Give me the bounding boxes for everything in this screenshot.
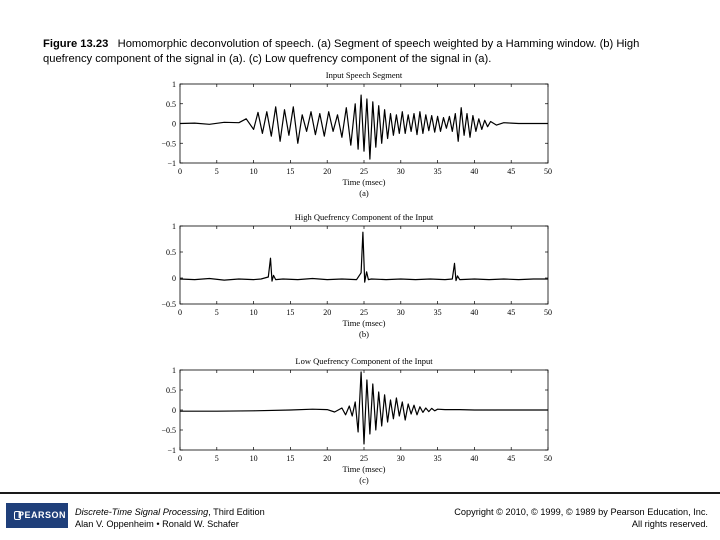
figure-label: Figure 13.23: [43, 38, 109, 50]
plot-1-xtick-label-2: 10: [249, 167, 258, 176]
plot-1-xtick-label-4: 20: [323, 167, 332, 176]
footer-copyright: Copyright © 2010, © 1999, © 1989 by Pearson Education, Inc.: [454, 507, 708, 517]
plot-2-xtick-label-3: 15: [286, 308, 295, 317]
footer-book-line: [75, 506, 265, 518]
footer-book-title: Discrete-Time Signal Processing: [75, 507, 209, 517]
plot-2-sublabel: (b): [359, 329, 369, 339]
plot-2-xtick-label-8: 40: [470, 308, 479, 317]
plot-1-sublabel: (a): [359, 188, 369, 198]
plot-1-xlabel: Time (msec): [342, 177, 386, 187]
plot-3-xlabel: Time (msec): [342, 464, 386, 474]
plot-2-ytick-label-2: 0: [172, 274, 176, 283]
plot-2-xtick-label-2: 10: [249, 308, 258, 317]
plot-2-title: High Quefrency Component of the Input: [294, 212, 434, 222]
plot-1-ytick-label-1: 0.5: [166, 99, 176, 109]
plot-3-xtick-label-4: 20: [323, 454, 332, 463]
plot-3-ytick-label-3: −0.5: [161, 426, 176, 435]
plot-3-xtick-label-6: 30: [396, 454, 405, 463]
plot-2-xtick-label-7: 35: [433, 308, 442, 317]
plot-3-xtick-label-8: 40: [470, 454, 479, 463]
figure-caption-text: Homomorphic deconvolution of speech. (a) Segment of speech weighted by a Hamming window. (b) High quefrency component of the signal in (a). (c) Low quefrency component of the signal in (a).: [43, 38, 640, 65]
plot-2-xlabel: Time (msec): [342, 318, 386, 328]
plot-3-xtick-label-5: 25: [360, 454, 368, 463]
plot-3-ytick-label-0: 1: [172, 366, 176, 375]
plot-3-xtick-label-1: 5: [214, 454, 219, 463]
plot-3-ytick-label-2: 0: [172, 406, 176, 415]
plot-1-series-0-line: [180, 95, 548, 159]
plot-1-xtick-label-10: 50: [544, 167, 552, 176]
plot-2-xtick-label-10: 50: [544, 308, 552, 317]
footer-authors: Alan V. Oppenheim • Ronald W. Schafer: [75, 519, 239, 529]
plot-2-xtick-label-4: 20: [323, 308, 332, 317]
plot-1-title: Input Speech Segment: [325, 70, 403, 80]
plot-1-ytick-label-0: 1: [172, 80, 176, 89]
plot-1-xtick-label-7: 35: [433, 167, 442, 176]
plot-2-xtick-label-5: 25: [360, 308, 368, 317]
plot-2-xtick-label-6: 30: [396, 308, 405, 317]
plot-3-xtick-label-2: 10: [249, 454, 258, 463]
plot-2-ytick-label-0: 1: [172, 222, 176, 231]
plot-3-series-0-line: [180, 372, 548, 444]
plot-3-xtick-label-0: 0: [178, 454, 182, 463]
footer-divider: [0, 492, 720, 494]
plot-3-ytick-label-1: 0.5: [166, 386, 176, 395]
plot-1-ytick-label-3: −0.5: [161, 139, 176, 149]
plot-3-xtick-label-9: 45: [507, 454, 516, 463]
plot-1-ytick-label-2: 0: [172, 119, 176, 129]
plot-2-xtick-label-0: 0: [178, 308, 182, 317]
plot-1-xtick-label-0: 0: [178, 167, 182, 176]
plot-3-sublabel: (c): [359, 475, 369, 485]
plot-1-xtick-label-9: 45: [507, 167, 516, 176]
plot-3-xtick-label-7: 35: [433, 454, 442, 463]
plot-1-xtick-label-5: 25: [360, 167, 368, 176]
pearson-logo-text: PEARSON: [17, 510, 66, 520]
plot-3-xtick-label-3: 15: [286, 454, 295, 463]
plot-1-xtick-label-1: 5: [214, 167, 219, 176]
plot-1-xtick-label-3: 15: [286, 167, 295, 176]
plot-3-title: Low Quefrency Component of the Input: [295, 356, 433, 366]
plot-3-ytick-label-4: −1: [167, 446, 176, 455]
pearson-logo: [6, 503, 68, 528]
plot-2-xtick-label-9: 45: [507, 308, 516, 317]
plot-1-xtick-label-8: 40: [470, 167, 479, 176]
plot-2-ytick-label-3: −0.5: [161, 300, 176, 309]
plot-3-xtick-label-10: 50: [544, 454, 552, 463]
plot-2-xtick-label-1: 5: [214, 308, 219, 317]
footer-copyright-block: [454, 506, 708, 530]
footer-rights: All rights reserved.: [631, 519, 708, 529]
plot-2-ytick-label-1: 0.5: [166, 248, 176, 257]
plot-2-series-0-line: [180, 232, 548, 282]
footer-book-info: [75, 506, 265, 530]
plot-1-xtick-label-6: 30: [396, 167, 405, 176]
footer-edition: , Third Edition: [208, 507, 265, 517]
plot-1-ytick-label-4: −1: [167, 159, 176, 168]
